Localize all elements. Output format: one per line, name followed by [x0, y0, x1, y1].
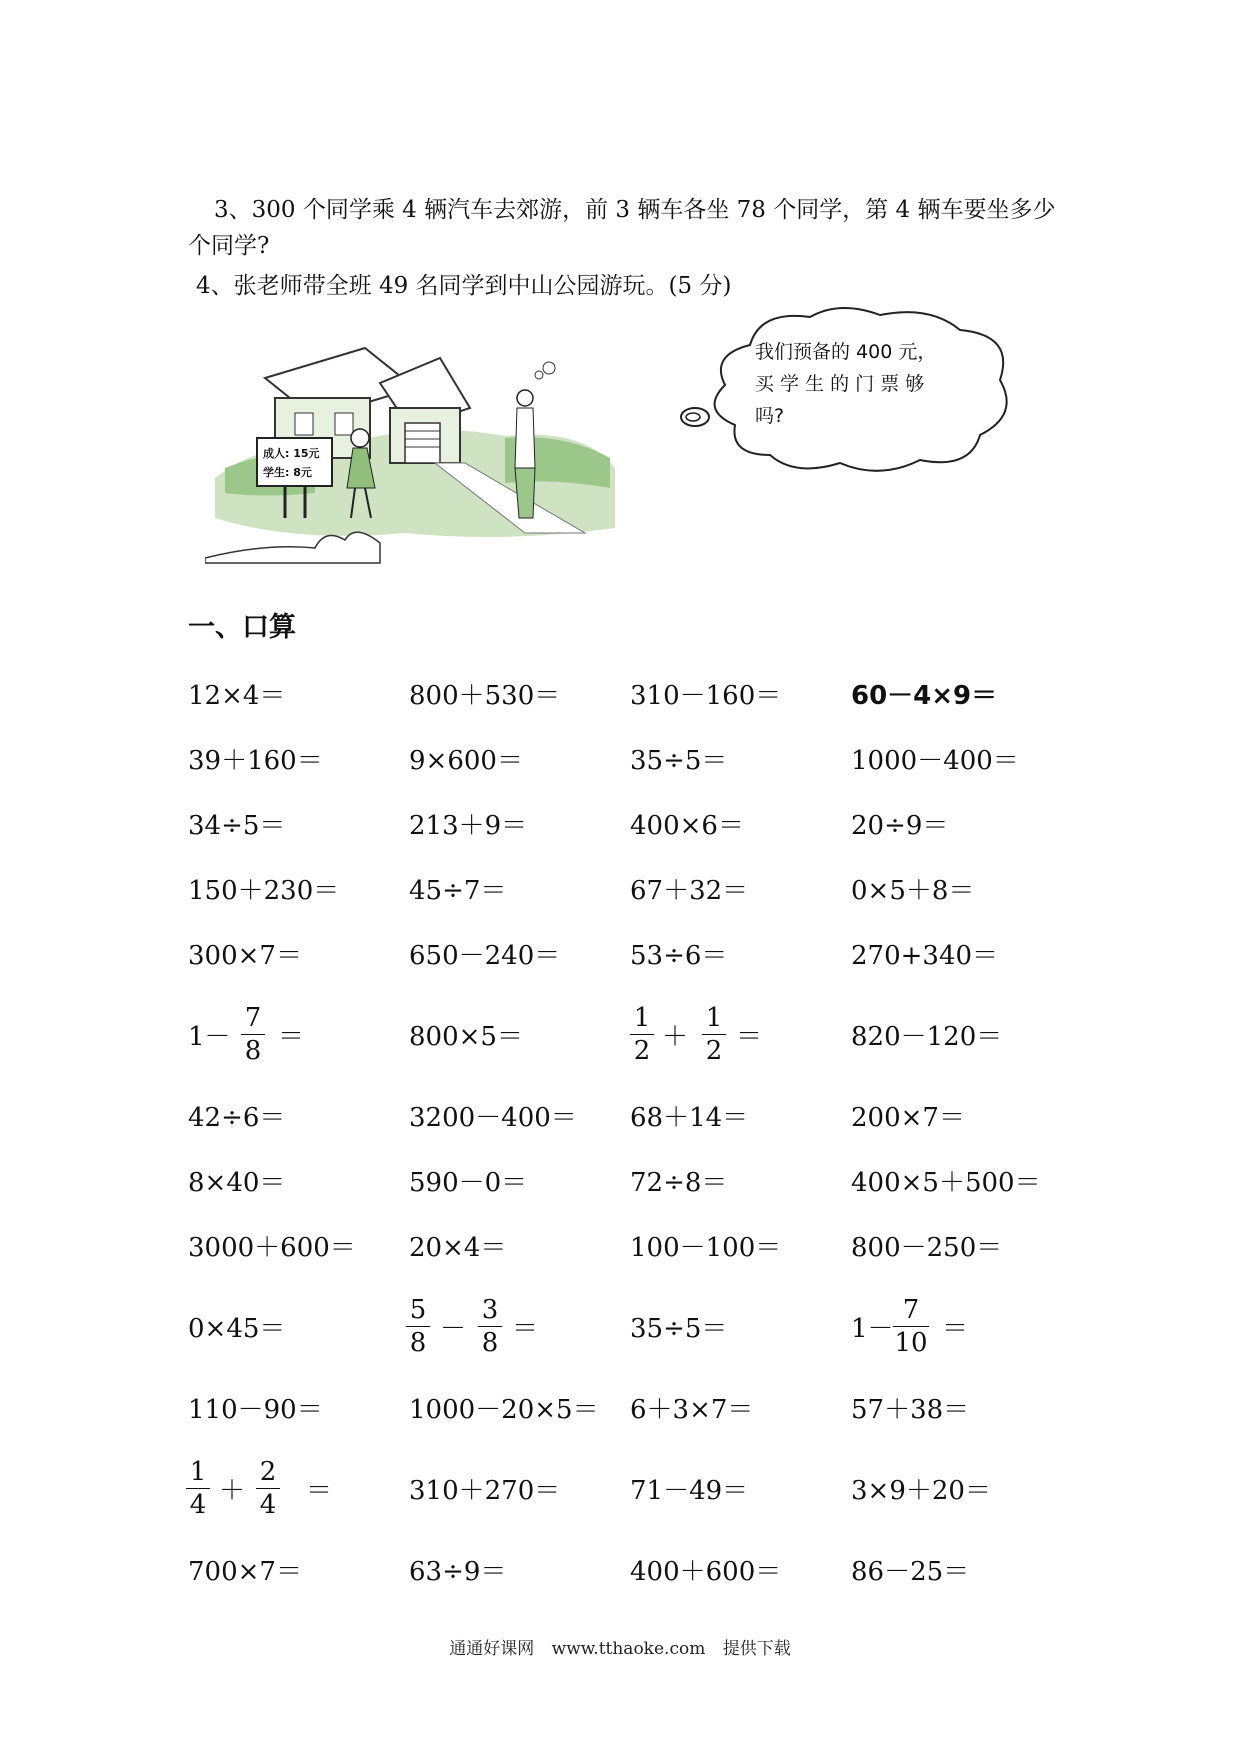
fraction-denominator: 2 [705, 1036, 723, 1066]
oral-item: 213＋9＝ [409, 811, 528, 841]
oral-item: 650－240＝ [409, 941, 561, 971]
sign-adult-price: 成人: 15元 [263, 447, 320, 460]
oral-item: 9×600＝ [409, 746, 523, 776]
oral-item-operator: － [440, 1314, 467, 1344]
fraction-numerator: 2 [259, 1457, 277, 1487]
oral-item: 3200－400＝ [409, 1103, 577, 1133]
fraction-numerator: 3 [481, 1295, 499, 1325]
page-footer [0, 1634, 1240, 1659]
oral-item-operator: ＋ [662, 1022, 689, 1052]
oral-item: 1000－20×5＝ [409, 1395, 599, 1425]
problem-4: 4、张老师带全班 49 名同学到中山公园游玩。(5 分) [196, 273, 732, 299]
oral-item: 700×7＝ [188, 1557, 302, 1587]
oral-item: 800＋530＝ [409, 681, 561, 711]
sign-student-price: 学生: 8元 [263, 466, 312, 479]
fraction [630, 1004, 654, 1065]
fraction-denominator: 2 [633, 1036, 651, 1066]
fraction-bar [241, 1034, 265, 1035]
oral-item: 60－4×9＝ [851, 681, 998, 711]
oral-item: 400×5＋500＝ [851, 1168, 1041, 1198]
fraction-bar [186, 1488, 210, 1489]
footer-note: 提供下载 [722, 1639, 791, 1659]
oral-item: 400＋600＝ [630, 1557, 782, 1587]
oral-item: 100－100＝ [630, 1233, 782, 1263]
oral-item: 0×5＋8＝ [851, 876, 975, 906]
fraction-denominator: 8 [409, 1328, 427, 1358]
bubble-line-2: 买 学 生 的 门 票 够 [755, 373, 925, 395]
fraction-bar [893, 1326, 929, 1327]
oral-item: 1000－400＝ [851, 746, 1019, 776]
oral-item: 800×5＝ [409, 1022, 523, 1052]
fraction [702, 1004, 726, 1065]
fraction-bar [478, 1326, 502, 1327]
oral-item: 45÷7＝ [409, 876, 507, 906]
oral-item: 820－120＝ [851, 1022, 1003, 1052]
oral-item: 39＋160＝ [188, 746, 323, 776]
section-title: 一、口算 [188, 612, 296, 643]
footer-site-name: 通通好课网 [449, 1639, 535, 1659]
fraction-bar [256, 1488, 280, 1489]
oral-item: 110－90＝ [188, 1395, 323, 1425]
oral-item: 71－49＝ [630, 1476, 749, 1506]
fraction-numerator: 1 [633, 1003, 651, 1033]
oral-item: 800－250＝ [851, 1233, 1003, 1263]
oral-item: 3×9＋20＝ [851, 1476, 991, 1506]
fraction-denominator: 4 [189, 1490, 207, 1520]
oral-item: 72÷8＝ [630, 1168, 728, 1198]
oral-item: 310－160＝ [630, 681, 782, 711]
oral-item: 400×6＝ [630, 811, 744, 841]
fraction-numerator: 7 [244, 1003, 262, 1033]
bubble-line-3: 吗? [755, 405, 785, 427]
oral-item: 42÷6＝ [188, 1103, 286, 1133]
oral-item: 35÷5＝ [630, 1314, 728, 1344]
fraction-bar [702, 1034, 726, 1035]
oral-item: 300×7＝ [188, 941, 302, 971]
fraction-denominator: 10 [894, 1328, 928, 1358]
oral-item-equals: ＝ [736, 1022, 763, 1052]
fraction [256, 1458, 280, 1519]
fraction-numerator: 7 [902, 1295, 920, 1325]
oral-item-equals: ＝ [278, 1022, 305, 1052]
fraction [478, 1296, 502, 1357]
fraction [186, 1458, 210, 1519]
oral-item: 310＋270＝ [409, 1476, 561, 1506]
oral-item: 20×4＝ [409, 1233, 507, 1263]
oral-item: 63÷9＝ [409, 1557, 507, 1587]
oral-item-lead: 1－ [188, 1022, 231, 1052]
fraction-denominator: 4 [259, 1490, 277, 1520]
oral-item-equals: ＝ [306, 1476, 333, 1506]
oral-item: 53÷6＝ [630, 941, 728, 971]
fraction-numerator: 1 [189, 1457, 207, 1487]
fraction-numerator: 5 [409, 1295, 427, 1325]
oral-item: 150＋230＝ [188, 876, 340, 906]
oral-item-lead: 1－ [851, 1314, 894, 1344]
fraction-bar [406, 1326, 430, 1327]
woman-figure [515, 390, 535, 518]
footer-url[interactable]: www.tthaoke.com [551, 1639, 706, 1659]
fraction [241, 1004, 265, 1065]
fraction-numerator: 1 [705, 1003, 723, 1033]
oral-item-operator: ＋ [219, 1476, 246, 1506]
oral-item: 57＋38＝ [851, 1395, 970, 1425]
oral-item: 67＋32＝ [630, 876, 749, 906]
oral-item: 86－25＝ [851, 1557, 970, 1587]
oral-item: 12×4＝ [188, 681, 286, 711]
park-illustration [205, 318, 625, 568]
oral-item: 34÷5＝ [188, 811, 286, 841]
oral-item: 6＋3×7＝ [630, 1395, 754, 1425]
bubble-line-1: 我们预备的 400 元， [755, 341, 937, 363]
fraction [893, 1296, 929, 1357]
oral-item: 0×45＝ [188, 1314, 286, 1344]
oral-item: 270+340＝ [851, 941, 999, 971]
oral-item: 3000＋600＝ [188, 1233, 356, 1263]
fraction-denominator: 8 [244, 1036, 262, 1066]
oral-item-equals: ＝ [942, 1314, 969, 1344]
fraction-denominator: 8 [481, 1328, 499, 1358]
oral-item: 68＋14＝ [630, 1103, 749, 1133]
problem-3: 3、300 个同学乘 4 辆汽车去郊游，前 3 辆车各坐 78 个同学，第 4 辆车要坐多少个同学? [188, 197, 1056, 259]
oral-item: 200×7＝ [851, 1103, 965, 1133]
fraction-bar [630, 1034, 654, 1035]
oral-item: 20÷9＝ [851, 811, 949, 841]
oral-item: 35÷5＝ [630, 746, 728, 776]
fraction [406, 1296, 430, 1357]
oral-item-equals: ＝ [512, 1314, 539, 1344]
oral-item: 590－0＝ [409, 1168, 528, 1198]
oral-item: 8×40＝ [188, 1168, 286, 1198]
